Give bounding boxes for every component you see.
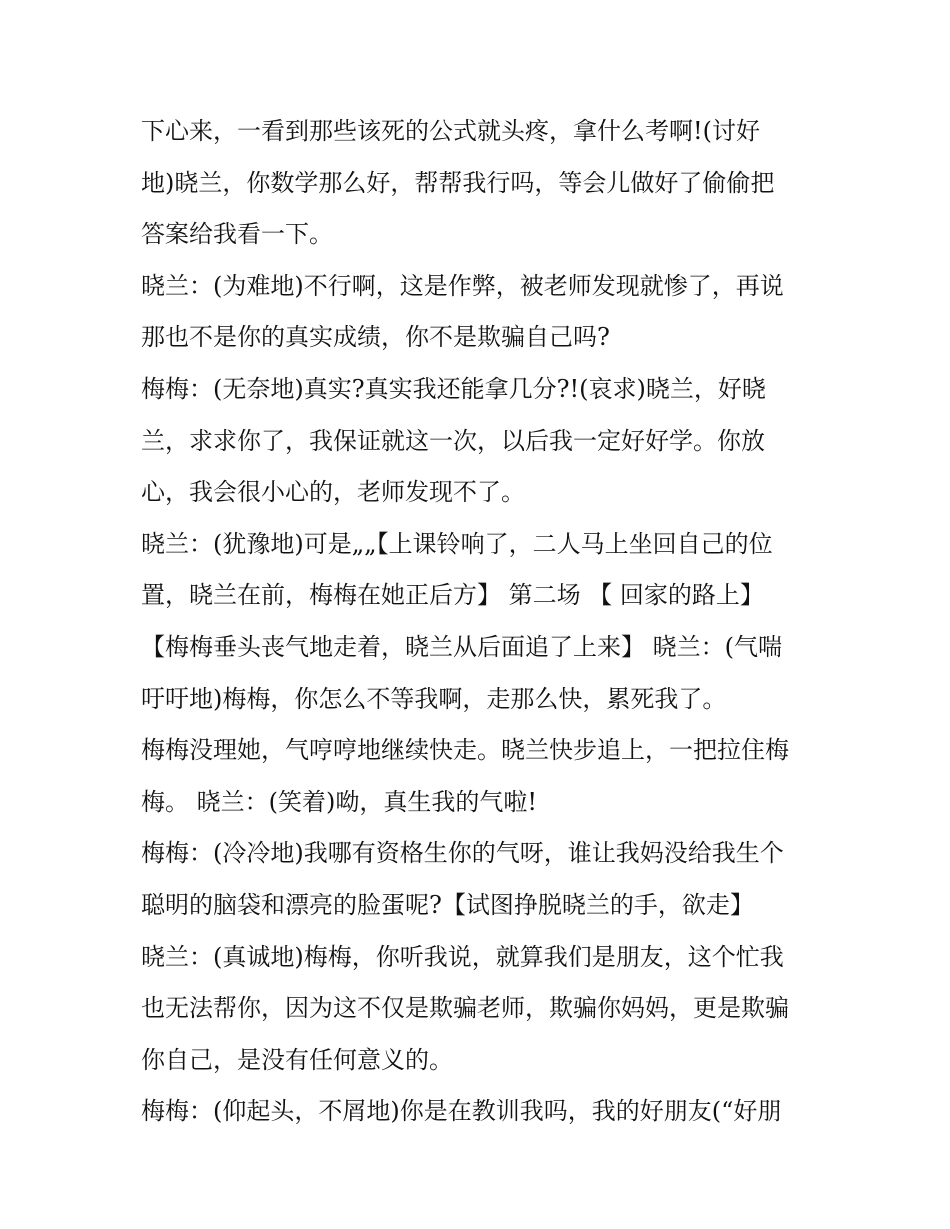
text-line: 你自己，是没有任何意义的。 bbox=[141, 1045, 453, 1074]
text-line: 晓兰：(犹豫地)可是„„【上课铃响了，二人马上坐回自己的位 bbox=[141, 529, 773, 558]
text-line: 【梅梅垂头丧气地走着，晓兰从后面追了上来】 晓兰：(气喘 bbox=[141, 632, 782, 661]
text-line: 也无法帮你，因为这不仅是欺骗老师，欺骗你妈妈，更是欺骗 bbox=[141, 994, 789, 1023]
text-line: 晓兰：(为难地)不行啊，这是作弊，被老师发现就惨了，再说 bbox=[141, 271, 784, 300]
text-line: 置，晓兰在前，梅梅在她正后方】 第二场 【 回家的路上】 bbox=[141, 581, 764, 610]
text-line: 梅梅：(冷冷地)我哪有资格生你的气呀，谁让我妈没给我生个 bbox=[141, 839, 784, 868]
text-line: 那也不是你的真实成绩，你不是欺骗自己吗? bbox=[141, 323, 610, 352]
text-line: 心，我会很小心的，老师发现不了。 bbox=[141, 478, 525, 507]
text-line: 梅梅：(仰起头，不屑地)你是在教训我吗，我的好朋友(“好朋 bbox=[141, 1097, 782, 1126]
text-line: 地)晓兰，你数学那么好，帮帮我行吗，等会儿做好了偷偷把 bbox=[141, 168, 775, 197]
text-line: 兰，求求你了，我保证就这一次，以后我一定好好学。你放 bbox=[141, 426, 765, 455]
text-line: 晓兰：(真诚地)梅梅，你听我说，就算我们是朋友，这个忙我 bbox=[141, 942, 784, 971]
text-line: 梅梅：(无奈地)真实?真实我还能拿几分?!(哀求)晓兰，好晓 bbox=[141, 374, 766, 403]
script-text-body bbox=[141, 106, 821, 1138]
text-line: 吁吁地)梅梅，你怎么不等我啊，走那么快，累死我了。 bbox=[141, 684, 727, 713]
text-line: 梅梅没理她，气哼哼地继续快走。晓兰快步追上，一把拉住梅 bbox=[141, 736, 789, 765]
text-line: 聪明的脑袋和漂亮的脸蛋呢?【试图挣脱晓兰的手，欲走】 bbox=[141, 890, 754, 919]
text-line: 梅。 晓兰：(笑着)呦，真生我的气啦! bbox=[141, 787, 537, 816]
text-line: 答案给我看一下。 bbox=[141, 220, 333, 249]
text-line: 下心来，一看到那些该死的公式就头疼，拿什么考啊!(讨好 bbox=[141, 117, 761, 145]
